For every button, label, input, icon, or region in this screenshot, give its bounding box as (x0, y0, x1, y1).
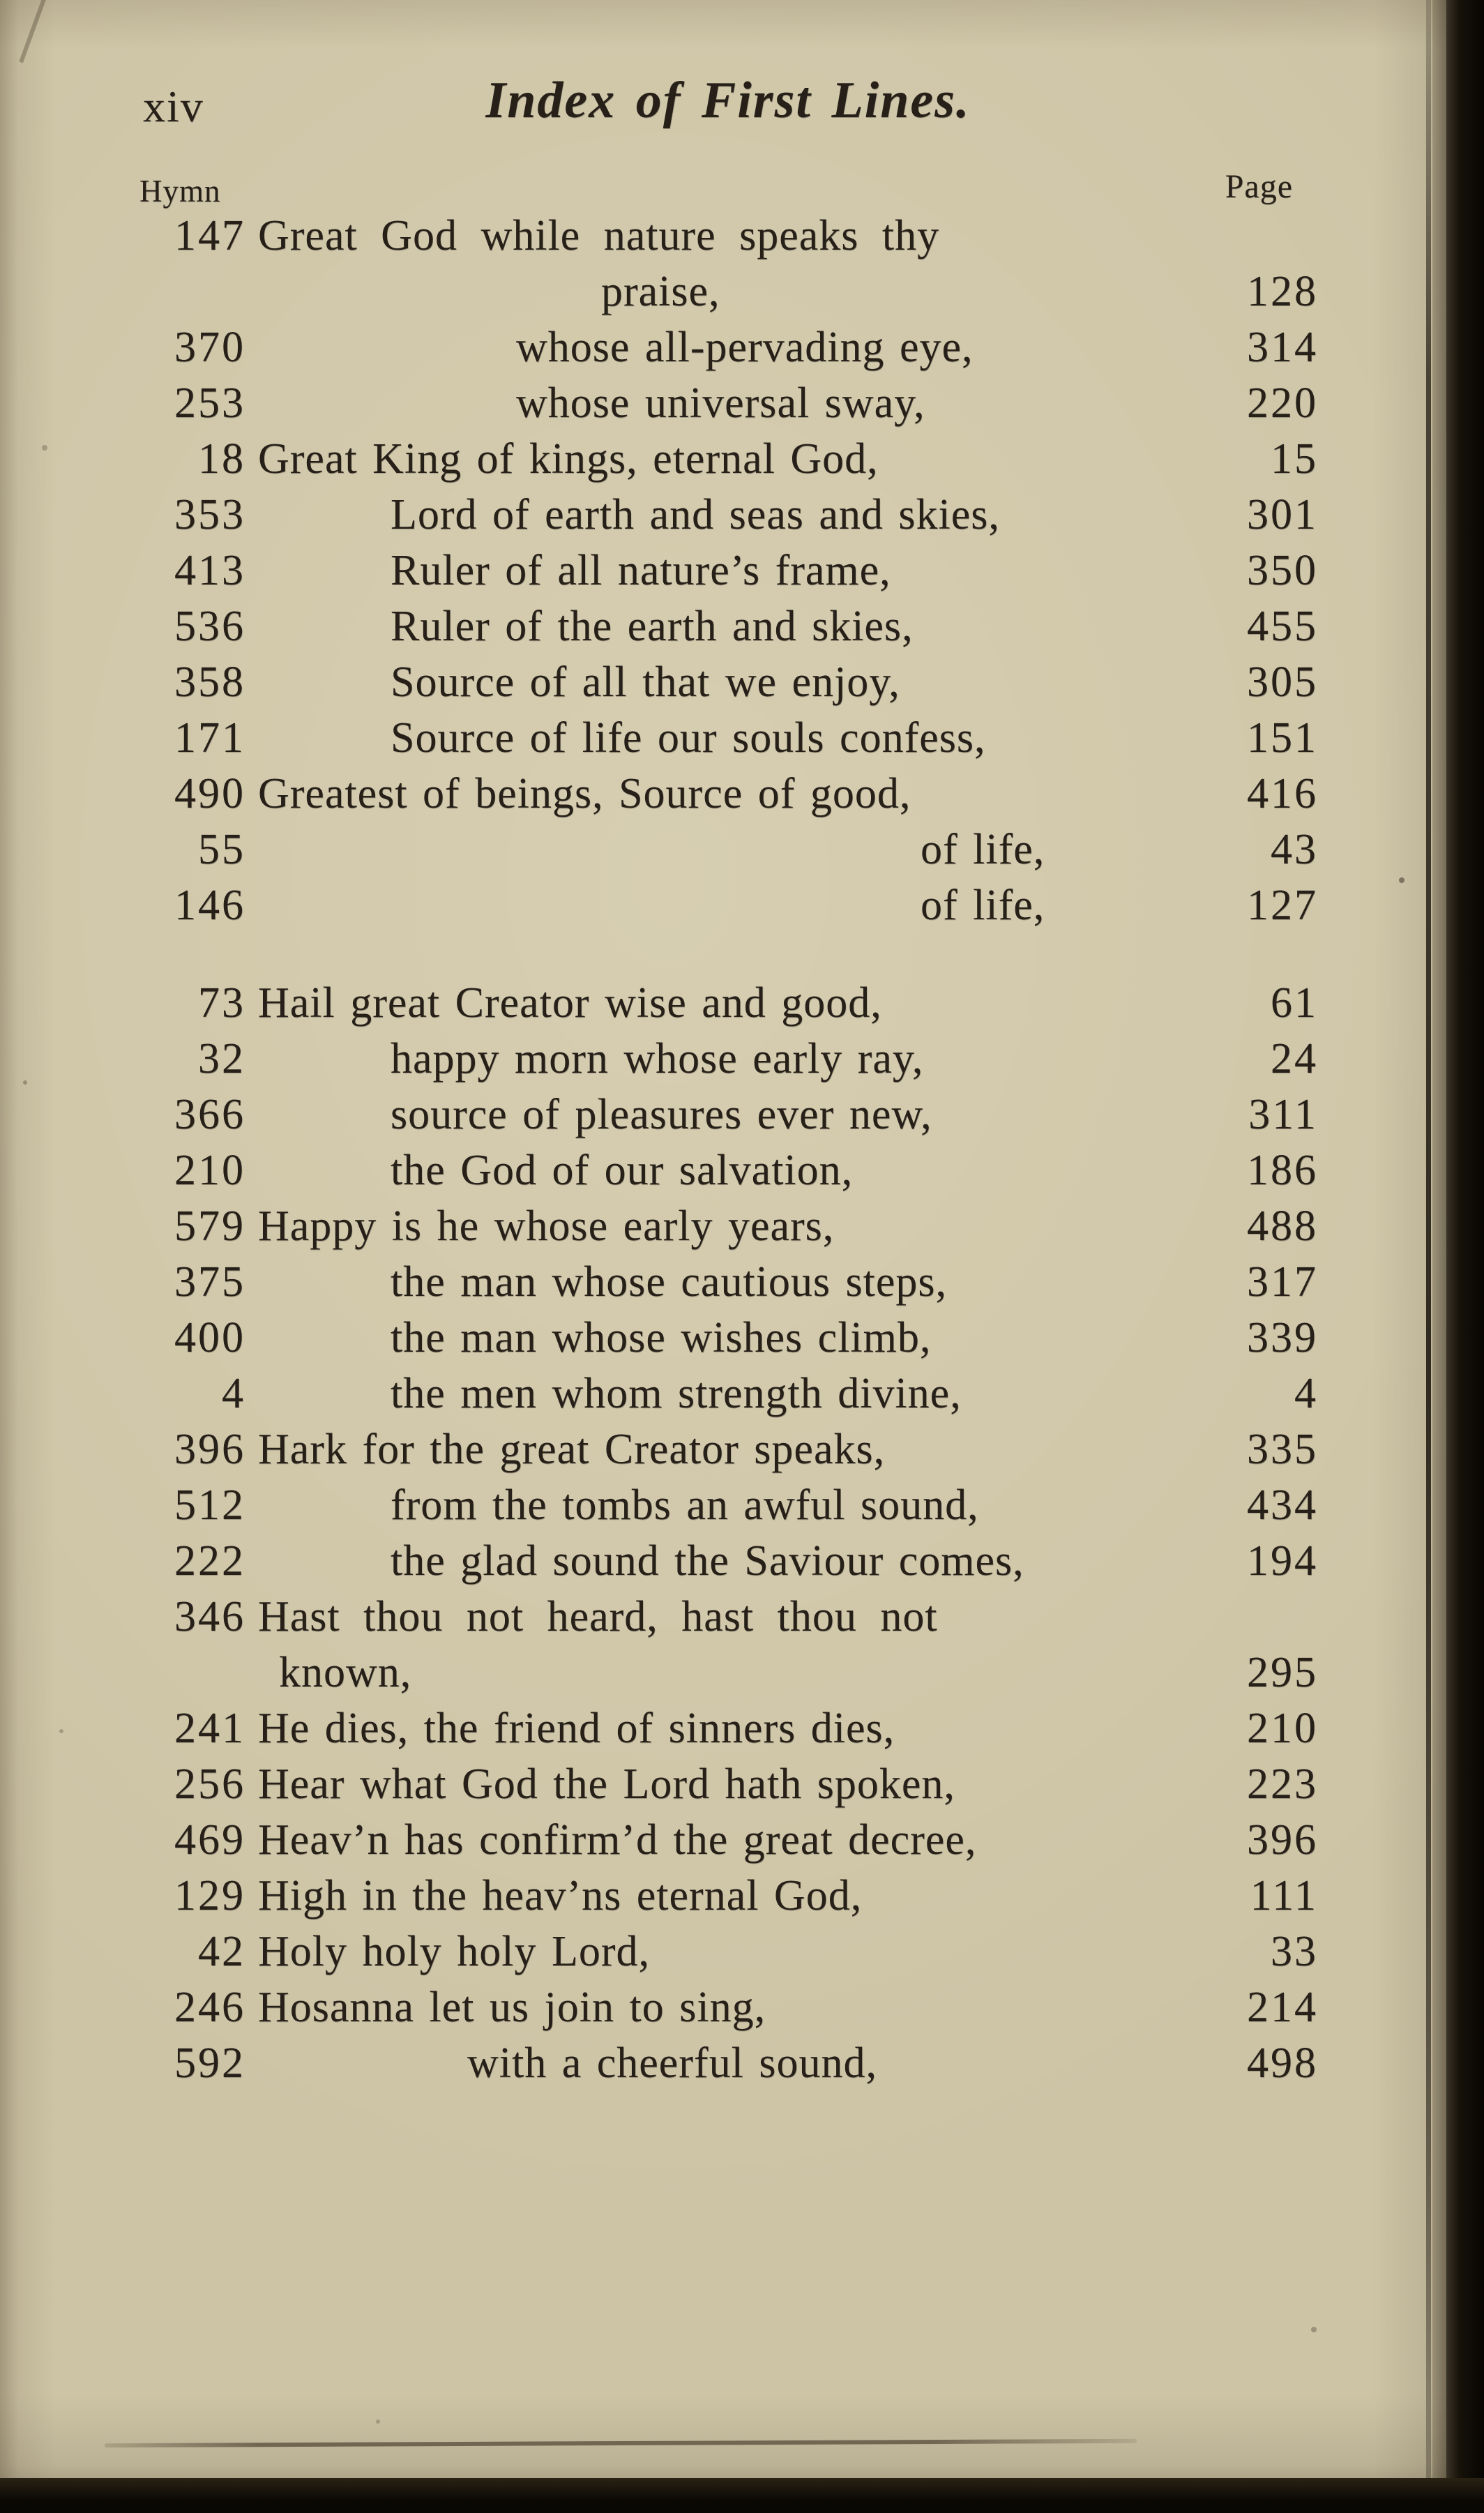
hymn-number: 253 (174, 379, 245, 427)
page-folio: xiv (143, 82, 204, 131)
index-entry-row (139, 1087, 1318, 1142)
first-line-text: High in the heav’ns eternal God, (258, 1872, 863, 1919)
page-number: 24 (1271, 1035, 1318, 1082)
page-number: 498 (1247, 2039, 1318, 2087)
index-entry-row (139, 654, 1318, 710)
hymn-number: 129 (174, 1872, 245, 1919)
hymn-number: 358 (174, 658, 245, 706)
first-line-text: Ruler of all nature’s frame, (391, 547, 891, 594)
first-line-text: source of pleasures ever new, (391, 1091, 932, 1138)
hymn-number: 366 (174, 1091, 245, 1138)
index-entries (139, 208, 1318, 2091)
column-header-hymn: Hymn (139, 174, 221, 209)
first-line-text: the men whom strength divine, (391, 1370, 962, 1417)
page-number: 61 (1271, 979, 1318, 1027)
hymn-number: 146 (174, 882, 245, 929)
column-header-page: Page (1225, 168, 1293, 205)
page-number: 317 (1247, 1258, 1318, 1306)
hymn-number: 4 (222, 1370, 245, 1417)
hymn-number: 18 (198, 435, 245, 483)
index-entry-row (139, 822, 1318, 877)
index-entry-row (139, 375, 1318, 431)
first-line-text: He dies, the friend of sinners dies, (258, 1705, 895, 1752)
index-entry-row (139, 1366, 1318, 1421)
index-entry-row (139, 1254, 1318, 1310)
first-line-text: Ruler of the earth and skies, (391, 603, 914, 650)
index-entry-row (139, 431, 1318, 487)
first-line-text: the glad sound the Saviour comes, (391, 1537, 1024, 1585)
first-line-text: Lord of earth and seas and skies, (391, 491, 1000, 538)
first-line-text: Hail great Creator wise and good, (258, 979, 882, 1027)
index-entry-row (139, 1979, 1318, 2035)
index-entry-row (139, 1421, 1318, 1477)
hymn-number: 147 (174, 212, 245, 259)
page-number: 151 (1247, 714, 1318, 762)
index-entry-row (139, 1589, 1318, 1645)
index-entry-row (139, 487, 1318, 543)
page-number: 111 (1250, 1872, 1318, 1919)
index-entry-wrap-row (139, 264, 1318, 319)
page-number: 214 (1247, 1984, 1318, 2031)
page-number: 220 (1247, 379, 1318, 427)
first-line-text: Source of life our souls confess, (391, 714, 986, 762)
hymn-number: 512 (174, 1481, 245, 1529)
first-line-continuation: known, (279, 1649, 412, 1696)
hymn-number: 413 (174, 547, 245, 594)
page-title: Index of First Lines. (485, 72, 971, 129)
page-number: 339 (1247, 1314, 1318, 1361)
page-number: 301 (1247, 491, 1318, 538)
first-line-text: the man whose cautious steps, (391, 1258, 948, 1306)
page-number: 350 (1247, 547, 1318, 594)
page-edge-gap-shading (1432, 0, 1446, 2513)
index-entry-row (139, 1198, 1318, 1254)
book-binding-shadow-bottom (0, 2478, 1484, 2513)
first-line-text: Source of all that we enjoy, (391, 658, 900, 706)
page-number (1179, 208, 1318, 264)
book-binding-shadow-right (1446, 0, 1484, 2513)
index-entry-row (139, 1812, 1318, 1868)
first-line-text: Greatest of beings, Source of good, (258, 770, 911, 817)
page-number: 305 (1247, 658, 1318, 706)
index-entry-row (139, 319, 1318, 375)
hymn-number: 32 (198, 1035, 245, 1082)
hymn-number: 256 (174, 1760, 245, 1808)
page-number: 210 (1247, 1705, 1318, 1752)
scan-specks (14, 56, 17, 59)
page-number: 396 (1247, 1816, 1318, 1864)
index-entry-row (139, 208, 1318, 264)
hymn-number: 55 (198, 826, 245, 873)
index-entry-row (139, 543, 1318, 598)
page-number: 455 (1247, 603, 1318, 650)
index-entry-row (139, 598, 1318, 654)
first-line-text: Hark for the great Creator speaks, (258, 1426, 886, 1473)
page-number (1179, 1589, 1318, 1645)
first-line-text: Happy is he whose early years, (258, 1202, 835, 1250)
hymn-number: 469 (174, 1816, 245, 1864)
page-number: 194 (1247, 1537, 1318, 1585)
index-entry-row (139, 877, 1318, 933)
first-line-text: Heav’n has confirm’d the great decree, (258, 1816, 977, 1864)
index-entry-row (139, 2035, 1318, 2091)
page-number: 43 (1271, 826, 1318, 873)
page-number: 488 (1247, 1202, 1318, 1250)
hymn-number: 536 (174, 603, 245, 650)
page-edge-line (1426, 0, 1431, 2513)
index-entry-row (139, 1031, 1318, 1087)
first-line-text: happy morn whose early ray, (391, 1035, 924, 1082)
hymn-number: 490 (174, 770, 245, 817)
first-line-text: the man whose wishes climb, (391, 1314, 932, 1361)
hymn-number: 346 (174, 1593, 245, 1640)
first-line-text: Great King of kings, eternal God, (258, 435, 879, 483)
hymn-number-empty (139, 1645, 245, 1700)
hymn-number: 241 (174, 1705, 245, 1752)
first-line-text: Hear what God the Lord hath spoken, (258, 1760, 955, 1808)
first-line-text: with a cheerful sound, (467, 2039, 877, 2087)
page-number: 311 (1248, 1091, 1318, 1138)
page-number: 128 (1247, 268, 1318, 315)
index-entry-row (139, 1477, 1318, 1533)
hymn-number: 73 (198, 979, 245, 1027)
index-entry-row (139, 1142, 1318, 1198)
index-entry-row (139, 1924, 1318, 1979)
page-corner-mark (0, 0, 47, 63)
page-number: 295 (1247, 1649, 1318, 1696)
page-number: 4 (1294, 1370, 1318, 1417)
page-number: 15 (1271, 435, 1318, 483)
hymn-number: 42 (198, 1928, 245, 1975)
page-number: 223 (1247, 1760, 1318, 1808)
hymn-number: 396 (174, 1426, 245, 1473)
page-number: 335 (1247, 1426, 1318, 1473)
first-line-text: Hast thou not heard, hast thou not (258, 1593, 938, 1640)
index-entry-row (139, 1756, 1318, 1812)
first-line-text: whose all-pervading eye, (516, 324, 974, 371)
first-line-text: of life, (921, 882, 1045, 929)
index-entry-row (139, 1310, 1318, 1366)
page-number: 416 (1247, 770, 1318, 817)
hymn-number-empty (139, 264, 245, 319)
page-number: 33 (1271, 1928, 1318, 1975)
index-entry-row (139, 1700, 1318, 1756)
hymn-number: 210 (174, 1147, 245, 1194)
first-line-text: from the tombs an awful sound, (391, 1481, 979, 1529)
page-number: 127 (1247, 882, 1318, 929)
index-entry-row (139, 975, 1318, 1031)
page-bottom-edge-line (105, 2439, 1137, 2447)
index-entry-row (139, 766, 1318, 822)
hymn-number: 592 (174, 2039, 245, 2087)
page-number: 434 (1247, 1481, 1318, 1529)
hymn-number: 400 (174, 1314, 245, 1361)
hymn-number: 375 (174, 1258, 245, 1306)
first-line-text: Holy holy holy Lord, (258, 1928, 650, 1975)
index-entry-row (139, 1868, 1318, 1924)
hymn-number: 222 (174, 1537, 245, 1585)
hymn-number: 171 (174, 714, 245, 762)
first-line-continuation: praise, (601, 268, 720, 315)
page-number: 314 (1247, 324, 1318, 371)
index-entry-row (139, 1533, 1318, 1589)
index-entry-row (139, 710, 1318, 766)
first-line-text: Great God while nature speaks thy (258, 212, 940, 259)
index-entry-wrap-row (139, 1645, 1318, 1700)
hymn-number: 246 (174, 1984, 245, 2031)
page-number: 186 (1247, 1147, 1318, 1194)
first-line-text: whose universal sway, (516, 379, 925, 427)
first-line-text: the God of our salvation, (391, 1147, 854, 1194)
hymn-number: 370 (174, 324, 245, 371)
hymn-number: 353 (174, 491, 245, 538)
first-line-text: Hosanna let us join to sing, (258, 1984, 766, 2031)
hymn-number: 579 (174, 1202, 245, 1250)
first-line-text: of life, (921, 826, 1045, 873)
